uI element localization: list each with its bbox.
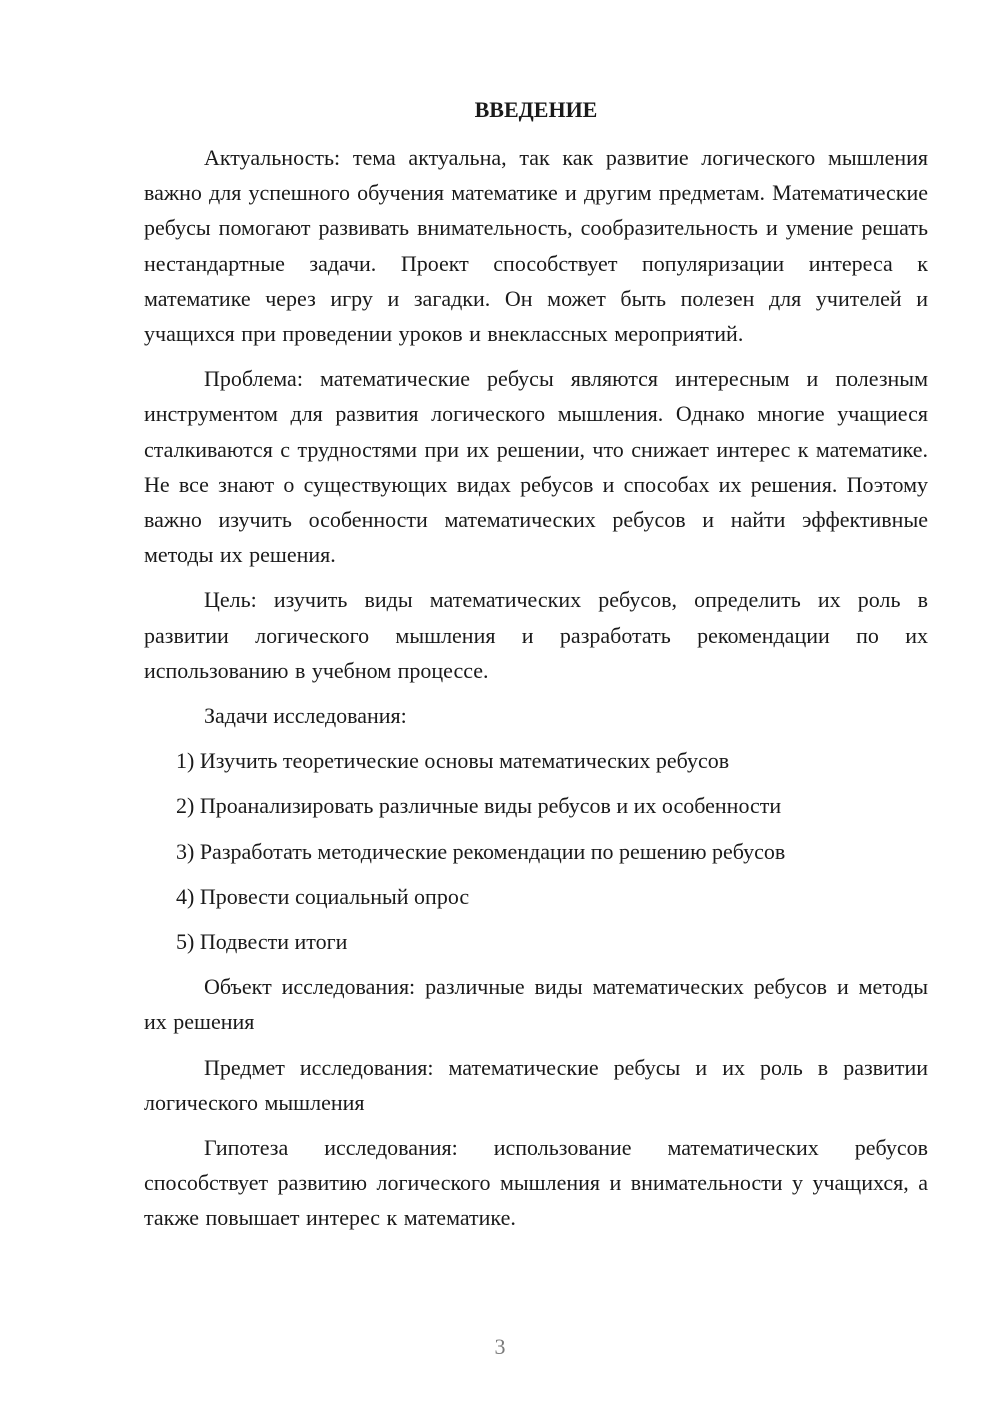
paragraph-relevance: Актуальность: тема актуальна, так как развитие логического мышления важно для успешного обучения математике и другим предметам. Математические ребусы помогают развивать внимательность, сообразительность и умение решать нестандартные задачи. Проект способствует популяризации интереса к математике через игру и загадки. Он может быть полезен для учителей и учащихся при проведении уроков и внеклассных мероприятий. [144,145,928,347]
paragraph-subject: Предмет исследования: математические ребусы и их роль в развитии логического мышления [144,1054,928,1115]
task-item: 1) Изучить теоретические основы математических ребусов [176,748,730,774]
paragraph-problem: Проблема: математические ребусы являются интересным и полезным инструментом для развития логического мышления. Однако многие учащиеся сталкиваются с трудностями при их решении, что снижает интерес к математике. Не все знают о существующих видах ребусов и способах их решения. Поэтому важно изучить особенности математических ребусов и найти эффективные методы их решения. [144,366,928,568]
paragraph-hypothesis: Гипотеза исследования: использование математических ребусов способствует развитию логического мышления и внимательности у учащихся, а также повышает интерес к математике. [144,1135,928,1231]
document-page [144,95,928,1246]
task-item: 4) Провести социальный опрос [176,883,470,909]
paragraph-object: Объект исследования: различные виды математических ребусов и методы их решения [144,974,928,1035]
paragraph-goal: Цель: изучить виды математических ребусов, определить их роль в развитии логического мышления и разработать рекомендации по их использованию в учебном процессе. [144,587,928,683]
task-item: 3) Разработать методические рекомендации по решению ребусов [176,838,786,864]
page-number: 3 [494,1334,506,1359]
task-item: 5) Подвести итоги [176,929,348,955]
tasks-list [144,743,928,959]
tasks-heading: Задачи исследования: [204,703,407,729]
section-title: ВВЕДЕНИЕ [474,97,598,122]
task-item: 2) Проанализировать различные виды ребусов и их особенности [176,793,782,819]
